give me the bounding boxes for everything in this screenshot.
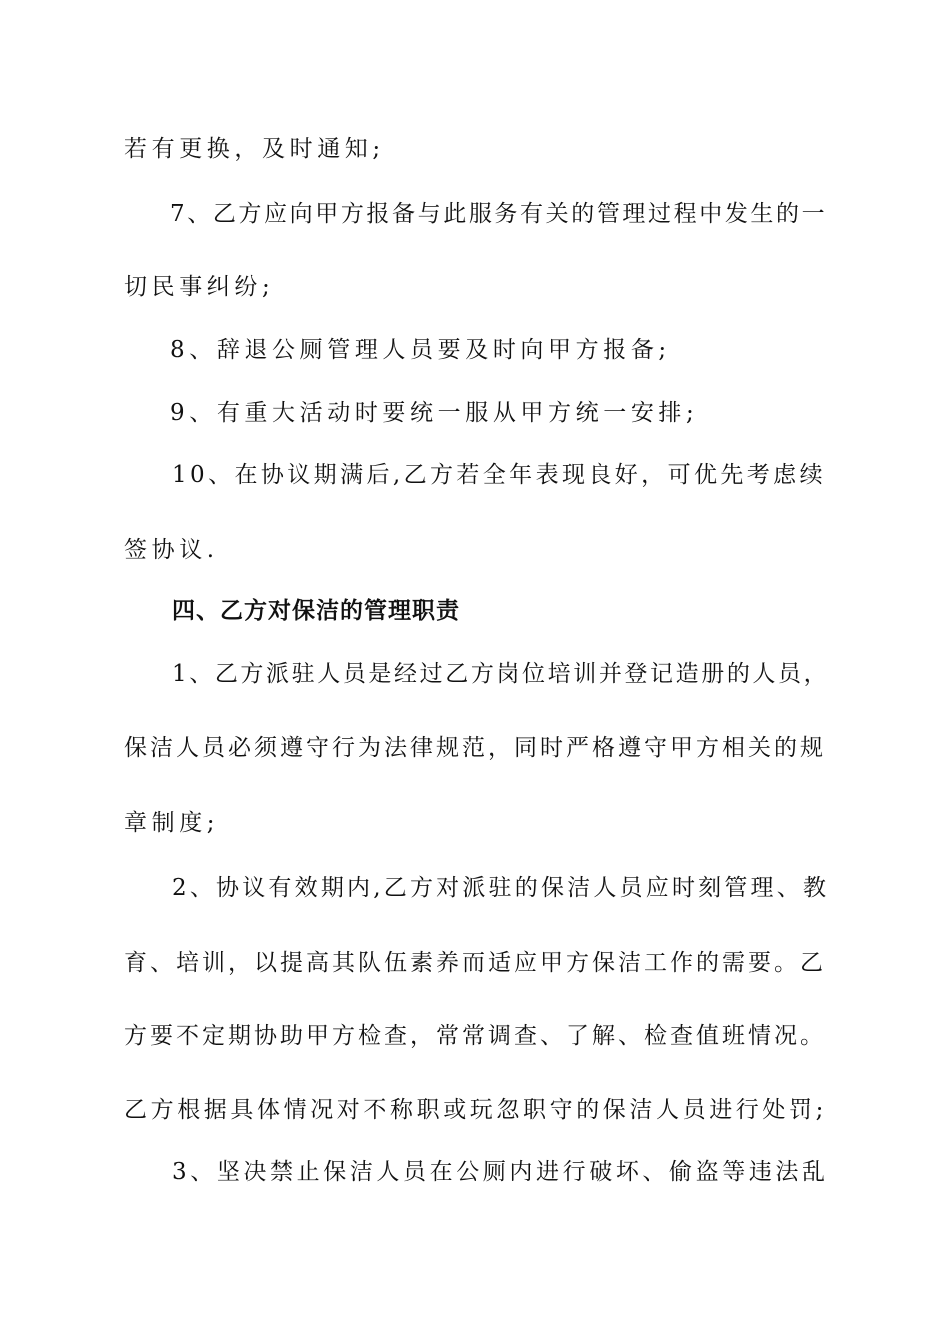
paragraph-line: 保洁人员必须遵守行为法律规范，同时严格遵守甲方相关的规 [124,735,826,761]
paragraph-line: 签协议. [124,537,219,563]
paragraph-line: 方要不定期协助甲方检查，常常调查、了解、检查值班情况。 [124,1023,826,1049]
paragraph-line: 7、乙方应向甲方报备与此服务有关的管理过程中发生的一 [170,201,828,227]
paragraph-line: 若有更换，及时通知; [124,136,385,162]
paragraph-line: 10、在协议期满后,乙方若全年表现良好，可优先考虑续 [172,462,826,488]
paragraph-line: 切民事纠纷; [124,274,275,300]
paragraph-line: 章制度; [124,810,220,836]
paragraph-line: 9、有重大活动时要统一服从甲方统一安排; [170,400,699,426]
paragraph-line: 2、协议有效期内,乙方对派驻的保洁人员应时刻管理、教 [172,875,830,901]
paragraph-line: 育、培训，以提高其队伍素养而适应甲方保洁工作的需要。乙 [124,950,826,976]
paragraph-line: 1、乙方派驻人员是经过乙方岗位培训并登记造册的人员， [172,661,830,687]
paragraph-line: 3、坚决禁止保洁人员在公厕内进行破坏、偷盗等违法乱 [172,1159,829,1185]
paragraph-line: 8、辞退公厕管理人员要及时向甲方报备; [170,337,671,363]
paragraph-line: 乙方根据具体情况对不称职或玩忽职守的保洁人员进行处罚; [124,1097,827,1123]
section-heading: 四、乙方对保洁的管理职责 [172,598,460,624]
